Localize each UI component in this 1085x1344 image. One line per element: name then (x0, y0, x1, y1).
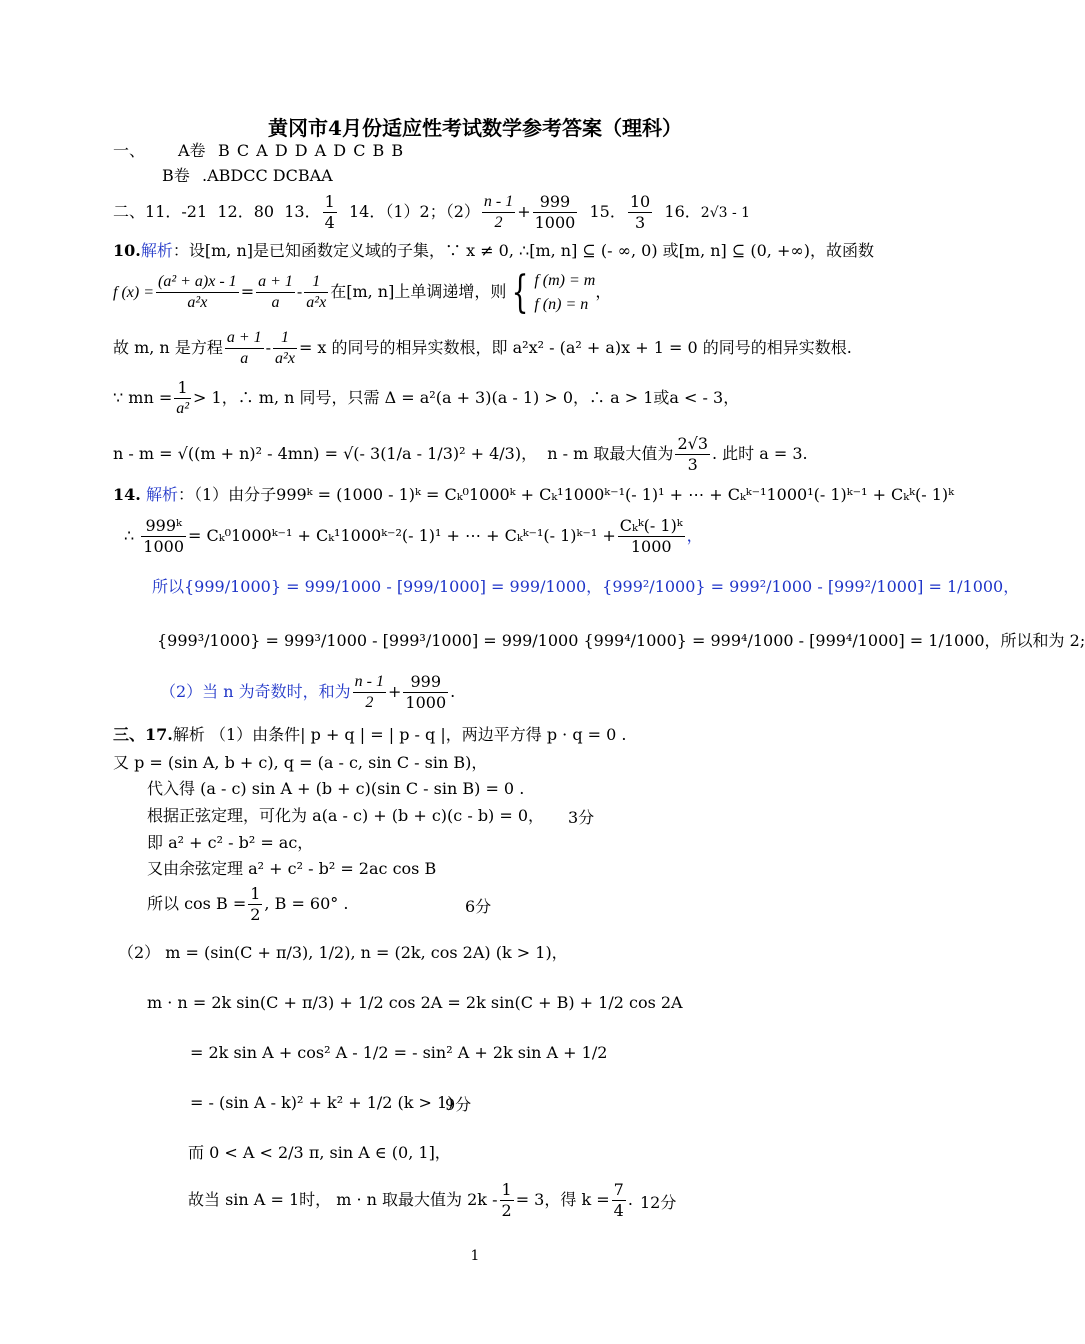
q17-period: . (627, 1190, 633, 1209)
q10-frac-1: $\frac{\text{(a² + a)x - 1}}{\text{a²x}}$ (158, 273, 237, 311)
q17-text-13c: = 3，得 k = (515, 1190, 610, 1209)
q14-text-2: = Cₖ⁰1000ᵏ⁻¹ + Cₖ¹1000ᵏ⁻²(- 1)¹ + ⋯ + Cₖᵏ⁻¹(- 1)ᵏ⁻¹ + (188, 526, 616, 545)
part1-b-answers: .ABDCC DCBAA (202, 166, 333, 185)
q14-answer: 14．（1）2；（2） (348, 202, 480, 221)
q14-line-4: {999³/1000} = 999³/1000 - [999³/1000] = 999/1000 {999⁴/1000} = 999⁴/1000 - [999⁴/1000] = 1/1000，所以和为 2; (157, 631, 1085, 650)
q14-line-1 (113, 484, 954, 506)
q14-text-5a: （2）当 n 为奇数时，和为 (160, 682, 351, 701)
q17-line-2: 又 p = (sin A, b + c), q = (a - c, sin C - sin B)， (113, 753, 488, 772)
q10-line-2: f (x) = $\frac{\text{(a² + a)x - 1}}{\text{a²x}}$ = $\frac{a + 1}{a}$ - $\frac{1}{\text{a²x}}$ 在[m, n]上单调递增，则 { f (m) = m f (n) = n ， (113, 266, 612, 318)
q13-label: 13． (284, 202, 321, 221)
q17-tag: 解析 (172, 725, 205, 744)
q15-label: 15． (589, 202, 626, 221)
q17-text-1: （1）由条件| p + q | = | p - q |，两边平方得 p · q = 0 . (209, 725, 627, 744)
q10-text-4a: ∵ mn = (113, 388, 173, 407)
q10-text-4b: > 1，∴ m, n 同号，只需 Δ = a²(a + 3)(a - 1) > 0，∴ a > 1或a < - 3， (193, 388, 740, 407)
q17-line-11: = - (sin A - k)² + k² + 1/2 (k > 1) (190, 1093, 454, 1112)
q14-line-2 (124, 512, 703, 560)
q17-line-10: = 2k sin A + cos² A - 1/2 = - sin² A + 2k sin A + 1/2 (190, 1043, 608, 1062)
part1-b-label: B卷 (162, 166, 190, 185)
q12-answer: 12．80 (217, 202, 275, 221)
q10-text-1: ：设[m, n]是已知函数定义域的子集，∵ x ≠ 0, ∴[m, n] ⊆ (- ∞, 0) 或[m, n] ⊆ (0, +∞)，故函数 (172, 241, 874, 260)
q14-frac-3: $\frac{n - 1}{2}$ (354, 673, 384, 711)
q10-line-1 (113, 240, 874, 262)
q14-line-5: （2）当 n 为奇数时，和为 $\frac{n - 1}{2}$ + $\frac{999}{1000}$ . (160, 672, 456, 712)
q10-frac-7: $\frac{2√3}{3}$ (677, 434, 708, 474)
left-brace-icon: { (511, 266, 529, 318)
q14-frac-4: $\frac{999}{1000}$ (405, 672, 447, 712)
q10-frac-6: $\frac{1}{\text{a²}}$ (176, 378, 190, 417)
q17-frac-1: $\frac{1}{2}$ (250, 884, 261, 924)
q10-frac-3: $\frac{1}{\text{a²x}}$ (306, 273, 327, 311)
q14-frac-2: $\frac{\text{Cₖᵏ(- 1)ᵏ}}{1000}$ (619, 516, 683, 556)
therefore-icon: ∴ (124, 526, 135, 545)
q10-text-3b: = x 的同号的相异实数根，即 a²x² - (a² + a)x + 1 = 0 的同号的相异实数根. (298, 338, 852, 357)
q17-text-7a: 所以 cos B = (147, 894, 247, 913)
q10-frac-4: $\frac{a + 1}{a}$ (226, 329, 262, 367)
q17-frac-2: $\frac{1}{2}$ (501, 1180, 512, 1220)
q17-text-13a: 故当 sin A = 1时， (188, 1190, 332, 1209)
q17-score-6: 6分 (465, 897, 492, 916)
q16-label: 16． (664, 202, 701, 221)
q17-score-12: 12分 (640, 1193, 677, 1212)
q10-text-3a: 故 m, n 是方程 (113, 338, 223, 357)
q17-line-3: 代入得 (a - c) sin A + (b + c)(sin C - sin B) = 0 . (147, 779, 525, 798)
q17-line-9: m · n = 2k sin(C + π/3) + 1/2 cos 2A = 2k sin(C + B) + 1/2 cos 2A (147, 993, 683, 1012)
q14-fraction-b: $\frac{999}{1000}$ (534, 192, 576, 232)
q10-text-5c: . 此时 a = 3. (712, 444, 808, 463)
q14-period: . (450, 682, 456, 701)
q10-frac-5: $\frac{1}{\text{a²x}}$ (275, 329, 295, 367)
part1-label: 一、 (113, 141, 146, 160)
q17-line-6: 又由余弦定理 a² + c² - b² = 2ac cos B (147, 859, 437, 878)
q10-line-5 (113, 430, 808, 478)
q15-fraction: $\frac{10}{3}$ (629, 192, 651, 232)
q17-text-7b: , B = 60° . (264, 894, 349, 913)
q17-line-7 (147, 880, 348, 928)
q17-line-8: （2） m = (sin(C + π/3), 1/2), n = (2k, cos 2A) (k > 1)， (118, 943, 568, 962)
part1-a-answers: B C A D D A D C B B (218, 141, 405, 160)
q10-text-2: 在[m, n]上单调递增，则 (330, 282, 507, 301)
q10-label: 10. (113, 241, 141, 260)
part2-label: 二、 (113, 202, 146, 221)
q14-line-3: 所以{999/1000} = 999/1000 - [999/1000] = 999/1000，{999²/1000} = 999²/1000 - [999²/1000] = 1/1000， (152, 577, 1020, 596)
q17-line-12: 而 0 < A < 2/3 π, sin A ∈ (0, 1]， (188, 1143, 451, 1162)
q10-line-4 (113, 374, 739, 422)
q17-score-3: 3分 (568, 808, 595, 827)
q17-text-13b: m · n 取最大值为 2k - (336, 1190, 498, 1209)
page-title: 黄冈市4月份适应性考试数学参考答案（理科） (268, 116, 682, 140)
q17-frac-3: $\frac{7}{4}$ (613, 1180, 624, 1220)
q10-text-5b: n - m 取最大值为 (547, 444, 674, 463)
q17-line-5: 即 a² + c² - b² = ac， (147, 833, 314, 852)
part1-a-label: A卷 (178, 141, 206, 160)
q10-tag: 解析 (140, 241, 173, 260)
q14-frac-1: $\frac{\text{999ᵏ}}{1000}$ (143, 516, 184, 556)
q14-text-1: ：（1）由分子999ᵏ = (1000 - 1)ᵏ = Cₖ⁰1000ᵏ + Cₖ¹1000ᵏ⁻¹(- 1)¹ + ⋯ + Cₖᵏ⁻¹1000¹(- 1)ᵏ⁻¹ + Cₖᵏ(- 1)ᵏ (177, 485, 954, 504)
q10-frac-2: $\frac{a + 1}{a}$ (258, 273, 293, 311)
part2-line: 二、11．-21 12．80 13． $\frac{1}{4}$ 14．（1）2；（2） $\frac{n - 1}{2}$ + $\frac{999}{1000}$ 15． $\frac{10}{3}$ 16．2√3 - 1 (113, 192, 751, 232)
q13-fraction: $\frac{1}{4}$ (324, 192, 335, 232)
q17-line-4: 根据正弦定理，可化为 a(a - c) + (b + c)(c - b) = 0， (147, 806, 545, 825)
q10-system: f (m) = m f (n) = n (534, 271, 596, 313)
q14-comma: ， (686, 526, 703, 545)
q10-text-5a: n - m = √((m + n)² - 4mn) = √(- 3(1/a - 1/3)² + 4/3)， (113, 444, 538, 463)
q17-line-13 (188, 1176, 633, 1224)
q14-label: 14. (113, 485, 141, 504)
q17-line-1 (113, 724, 627, 746)
q10-line-3: 故 m, n 是方程 $\frac{a + 1}{a}$ - $\frac{1}{\text{a²x}}$ = x 的同号的相异实数根，即 a²x² - (a² + a)x + 1 = 0 的同号的相异实数根. (113, 329, 852, 367)
q16-answer: 2√3 - 1 (700, 205, 751, 221)
q10-fx: f (x) = (113, 284, 154, 301)
q17-head: 三、17. (113, 725, 173, 744)
q14-tag: 解析 (145, 485, 178, 504)
page-number: 1 (470, 1248, 480, 1264)
q14-fraction-a: $\frac{n - 1}{2}$ (483, 193, 514, 231)
q17-score-9: 9分 (445, 1095, 472, 1114)
q11-answer: 11．-21 (145, 202, 208, 221)
